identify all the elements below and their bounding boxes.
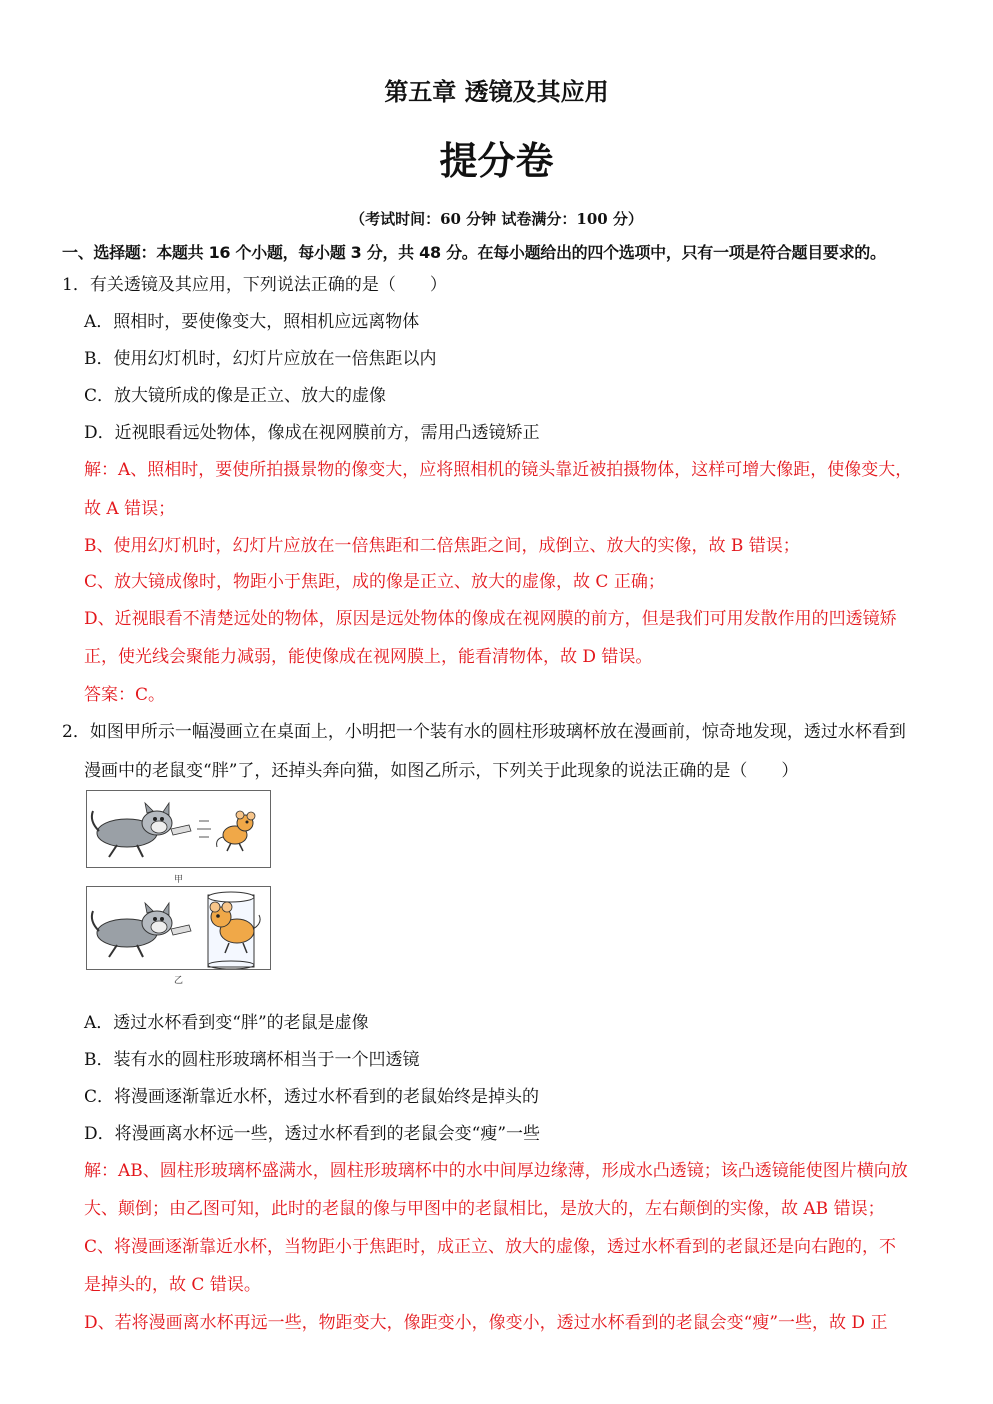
question-1-explanation-line: B、使用幻灯机时，幻灯片应放在一倍焦距和二倍焦距之间，成倒立、放大的实像，故 B 错误； [84, 536, 800, 556]
question-1-explanation-line: D、近视眼看不清楚远处的物体，原因是远处物体的像成在视网膜的前方，但是我们可用发散作用的凹透镜矫 [84, 609, 897, 629]
section-heading: 一、选择题：本题共 16 个小题，每小题 3 分，共 48 分。在每小题给出的四个选项中，只有一项是符合题目要求的。 [62, 243, 886, 262]
question-2-explanation-line: C、将漫画逐渐靠近水杯，当物距小于焦距时，成正立、放大的虚像，透过水杯看到的老鼠还是向右跑的，不 [84, 1237, 897, 1257]
question-1-explanation-line: 解：A、照相时，要使所拍摄景物的像变大，应将照相机的镜头靠近被拍摄物体，这样可增大像距，使像变大， [84, 460, 913, 480]
cat-icon [92, 903, 191, 957]
question-2-option-b: B．装有水的圆柱形玻璃杯相当于一个凹透镜 [84, 1050, 420, 1070]
question-2-stem-line: 2．如图甲所示一幅漫画立在桌面上，小明把一个装有水的圆柱形玻璃杯放在漫画前，惊奇地发现，透过水杯看到 [62, 722, 906, 742]
question-1-explanation-line: 正，使光线会聚能力减弱，能使像成在视网膜上，能看清物体，故 D 错误。 [84, 647, 653, 667]
question-1-stem: 1．有关透镜及其应用，下列说法正确的是（ ） [62, 275, 447, 295]
figure-caption-jia: 甲 [174, 875, 184, 885]
page-title: 提分卷 [439, 139, 554, 183]
question-1-option-a: A．照相时，要使像变大，照相机应远离物体 [84, 312, 420, 332]
exam-info: （考试时间：60 分钟 试卷满分：100 分） [350, 210, 643, 228]
question-2-stem-line: 漫画中的老鼠变“胖”了，还掉头奔向猫，如图乙所示，下列关于此现象的说法正确的是（ ） [84, 761, 799, 781]
question-2-explanation-line: 是掉头的，故 C 错误。 [84, 1275, 261, 1295]
question-2-explanation-line: D、若将漫画离水杯再远一些，物距变大，像距变小，像变小，透过水杯看到的老鼠会变“瘦”一些，故 D 正 [84, 1313, 888, 1333]
question-2-option-d: D．将漫画离水杯远一些，透过水杯看到的老鼠会变“瘦”一些 [84, 1124, 541, 1144]
mouse-icon [217, 811, 255, 851]
question-1-option-b: B．使用幻灯机时，幻灯片应放在一倍焦距以内 [84, 349, 437, 369]
question-2-option-c: C．将漫画逐渐靠近水杯，透过水杯看到的老鼠始终是掉头的 [84, 1087, 540, 1107]
question-1-explanation-line: C、放大镜成像时，物距小于焦距，成的像是正立、放大的虚像，故 C 正确； [84, 572, 665, 592]
question-1-explanation-line: 故 A 错误； [84, 499, 176, 519]
figure-jia [86, 790, 271, 868]
cat-mouse-through-glass-illustration [87, 887, 270, 969]
question-1-option-d: D．近视眼看远处物体，像成在视网膜前方，需用凸透镜矫正 [84, 423, 540, 443]
cat-chasing-mouse-illustration [87, 791, 270, 867]
question-2-explanation-line: 大、颠倒；由乙图可知，此时的老鼠的像与甲图中的老鼠相比，是放大的，左右颠倒的实像，故 AB 错误； [84, 1199, 885, 1219]
question-1-option-c: C．放大镜所成的像是正立、放大的虚像 [84, 386, 387, 406]
question-2-explanation-line: 解：AB、圆柱形玻璃杯盛满水，圆柱形玻璃杯中的水中间厚边缘薄，形成水凸透镜；该凸透镜能使图片横向放 [84, 1161, 908, 1181]
question-2-option-a: A．透过水杯看到变“胖”的老鼠是虚像 [84, 1013, 369, 1033]
figure-caption-yi: 乙 [174, 976, 184, 986]
cat-icon [92, 803, 191, 857]
question-1-answer: 答案：C。 [84, 685, 166, 705]
figure-yi [86, 886, 271, 970]
chapter-title: 第五章 透镜及其应用 [384, 77, 609, 106]
